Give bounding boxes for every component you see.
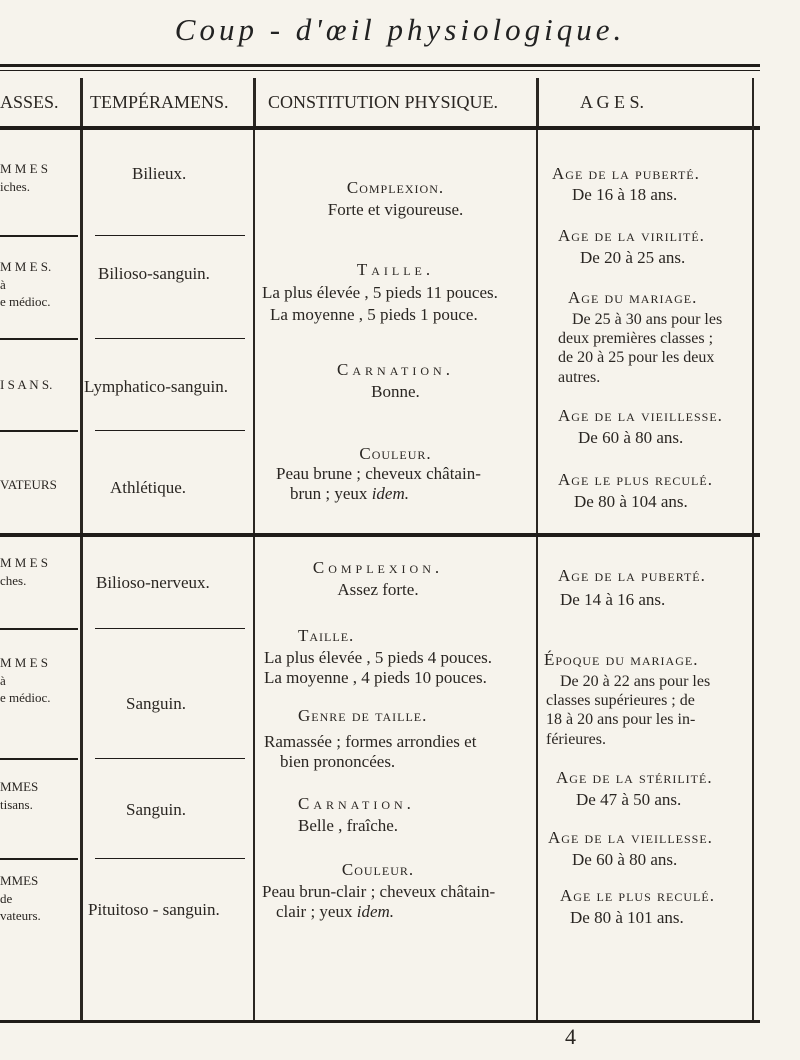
temperament-cell: Sanguin.	[126, 800, 186, 819]
class-cell: VATEURS	[0, 477, 57, 492]
row-rule	[95, 758, 245, 759]
temperament-cell: Bilieux.	[132, 164, 187, 183]
row-rule	[0, 338, 78, 340]
class-cell: M M E S ches.	[0, 555, 49, 588]
temperament-cell: Lymphatico-sanguin.	[84, 377, 229, 396]
class-cell: MMES tisans.	[0, 779, 39, 812]
genre-line: Ramassée ; formes arrondies et	[264, 732, 477, 751]
carnation-text: Bonne.	[371, 382, 420, 401]
section-rule	[0, 533, 760, 537]
age-heading: Age de la virilité.	[558, 226, 705, 245]
genre-line: bien prononcées.	[280, 752, 396, 771]
taille-line: La plus élevée , 5 pieds 4 pouces.	[264, 648, 493, 667]
taille-line: La moyenne , 5 pieds 1 pouce.	[270, 305, 478, 324]
row-rule	[95, 430, 245, 431]
title-rule-thin	[0, 70, 760, 71]
complexion-text: Forte et vigoureuse.	[327, 200, 464, 219]
temperament-cell: Pituitoso - sanguin.	[88, 900, 220, 919]
age-text: De 20 à 25 ans.	[580, 248, 686, 267]
taille-line: La moyenne , 4 pieds 10 pouces.	[264, 668, 487, 687]
page-number: 4	[565, 1024, 576, 1049]
age-heading: Age de la puberté.	[558, 566, 706, 585]
carnation-text: Belle , fraîche.	[298, 816, 399, 835]
age-heading: Age de la vieillesse.	[548, 828, 713, 847]
taille-heading: Taille.	[298, 626, 355, 645]
age-text: De 80 à 101 ans.	[570, 908, 684, 927]
running-title: Coup - d'œil physiologique.	[174, 12, 626, 47]
complexion-heading: Complexion.	[346, 178, 445, 197]
header-divider	[80, 78, 83, 126]
age-heading: Age de la stérilité.	[556, 768, 713, 787]
temperament-cell: Bilioso-nerveux.	[96, 573, 210, 592]
class-cell: M M E S iches.	[0, 161, 49, 194]
row-rule	[0, 758, 78, 760]
header-temperaments: TEMPÉRAMENS.	[90, 92, 229, 112]
age-text: De 16 à 18 ans.	[572, 185, 678, 204]
age-text: De 25 à 30 ans pour les deux premières classes ; de 20 à 25 pour les deux autres.	[558, 311, 723, 386]
row-rule	[95, 628, 245, 629]
row-rule	[95, 338, 245, 339]
temperament-cell: Athlétique.	[110, 478, 187, 497]
row-rule	[95, 235, 245, 236]
column-divider	[253, 130, 255, 1020]
genre-heading: Genre de taille.	[298, 706, 428, 725]
header-classes: ASSES.	[0, 92, 59, 112]
header-ages: A G E S.	[580, 92, 645, 112]
age-heading: Age de la vieillesse.	[558, 406, 723, 425]
age-text: De 14 à 16 ans.	[560, 590, 666, 609]
row-rule	[0, 430, 78, 432]
taille-heading: Taille.	[356, 260, 435, 279]
header-divider	[253, 78, 256, 126]
column-divider	[536, 130, 538, 1020]
class-cell: I S A N S.	[0, 377, 53, 392]
age-text: De 60 à 80 ans.	[578, 428, 684, 447]
age-text: De 47 à 50 ans.	[576, 790, 682, 809]
age-text: De 80 à 104 ans.	[574, 492, 688, 511]
page-edge-rule	[752, 78, 754, 1020]
age-heading: Époque du mariage.	[544, 650, 699, 669]
row-rule	[0, 235, 78, 237]
row-rule	[0, 628, 78, 630]
class-cell: M M E S à e médioc.	[0, 655, 51, 706]
complexion-text: Assez forte.	[337, 580, 419, 599]
age-text: De 20 à 22 ans pour les classes supérieures ; de 18 à 20 ans pour les in- férieures.	[546, 673, 711, 748]
header-divider	[536, 78, 539, 126]
class-cell: MMES de vateurs.	[0, 873, 41, 924]
row-rule	[0, 858, 78, 860]
couleur-line: Peau brune ; cheveux châtain-	[276, 464, 481, 483]
temperament-cell: Sanguin.	[126, 694, 186, 713]
taille-line: La plus élevée , 5 pieds 11 pouces.	[262, 283, 498, 302]
header-rule	[0, 126, 760, 130]
couleur-line: Peau brun-clair ; cheveux châtain-	[262, 882, 496, 901]
column-divider	[80, 130, 83, 1020]
carnation-heading: Carnation.	[298, 794, 415, 813]
couleur-line: brun ; yeux idem.	[290, 484, 409, 503]
couleur-line: clair ; yeux idem.	[276, 902, 395, 921]
age-heading: Age de la puberté.	[552, 164, 700, 183]
age-text: De 60 à 80 ans.	[572, 850, 678, 869]
bottom-rule	[0, 1020, 760, 1023]
couleur-heading: Couleur.	[359, 444, 432, 463]
age-heading: Age le plus reculé.	[560, 886, 715, 905]
couleur-heading: Couleur.	[341, 860, 415, 879]
age-heading: Age le plus reculé.	[558, 470, 713, 489]
carnation-heading: Carnation.	[337, 360, 454, 379]
header-constitution: CONSTITUTION PHYSIQUE.	[268, 92, 498, 112]
row-rule	[95, 858, 245, 859]
age-heading: Age du mariage.	[568, 288, 698, 307]
title-rule	[0, 64, 760, 67]
class-cell: M M E S. à e médioc.	[0, 259, 52, 310]
complexion-heading: Complexion.	[312, 558, 444, 577]
temperament-cell: Bilioso-sanguin.	[98, 264, 210, 283]
